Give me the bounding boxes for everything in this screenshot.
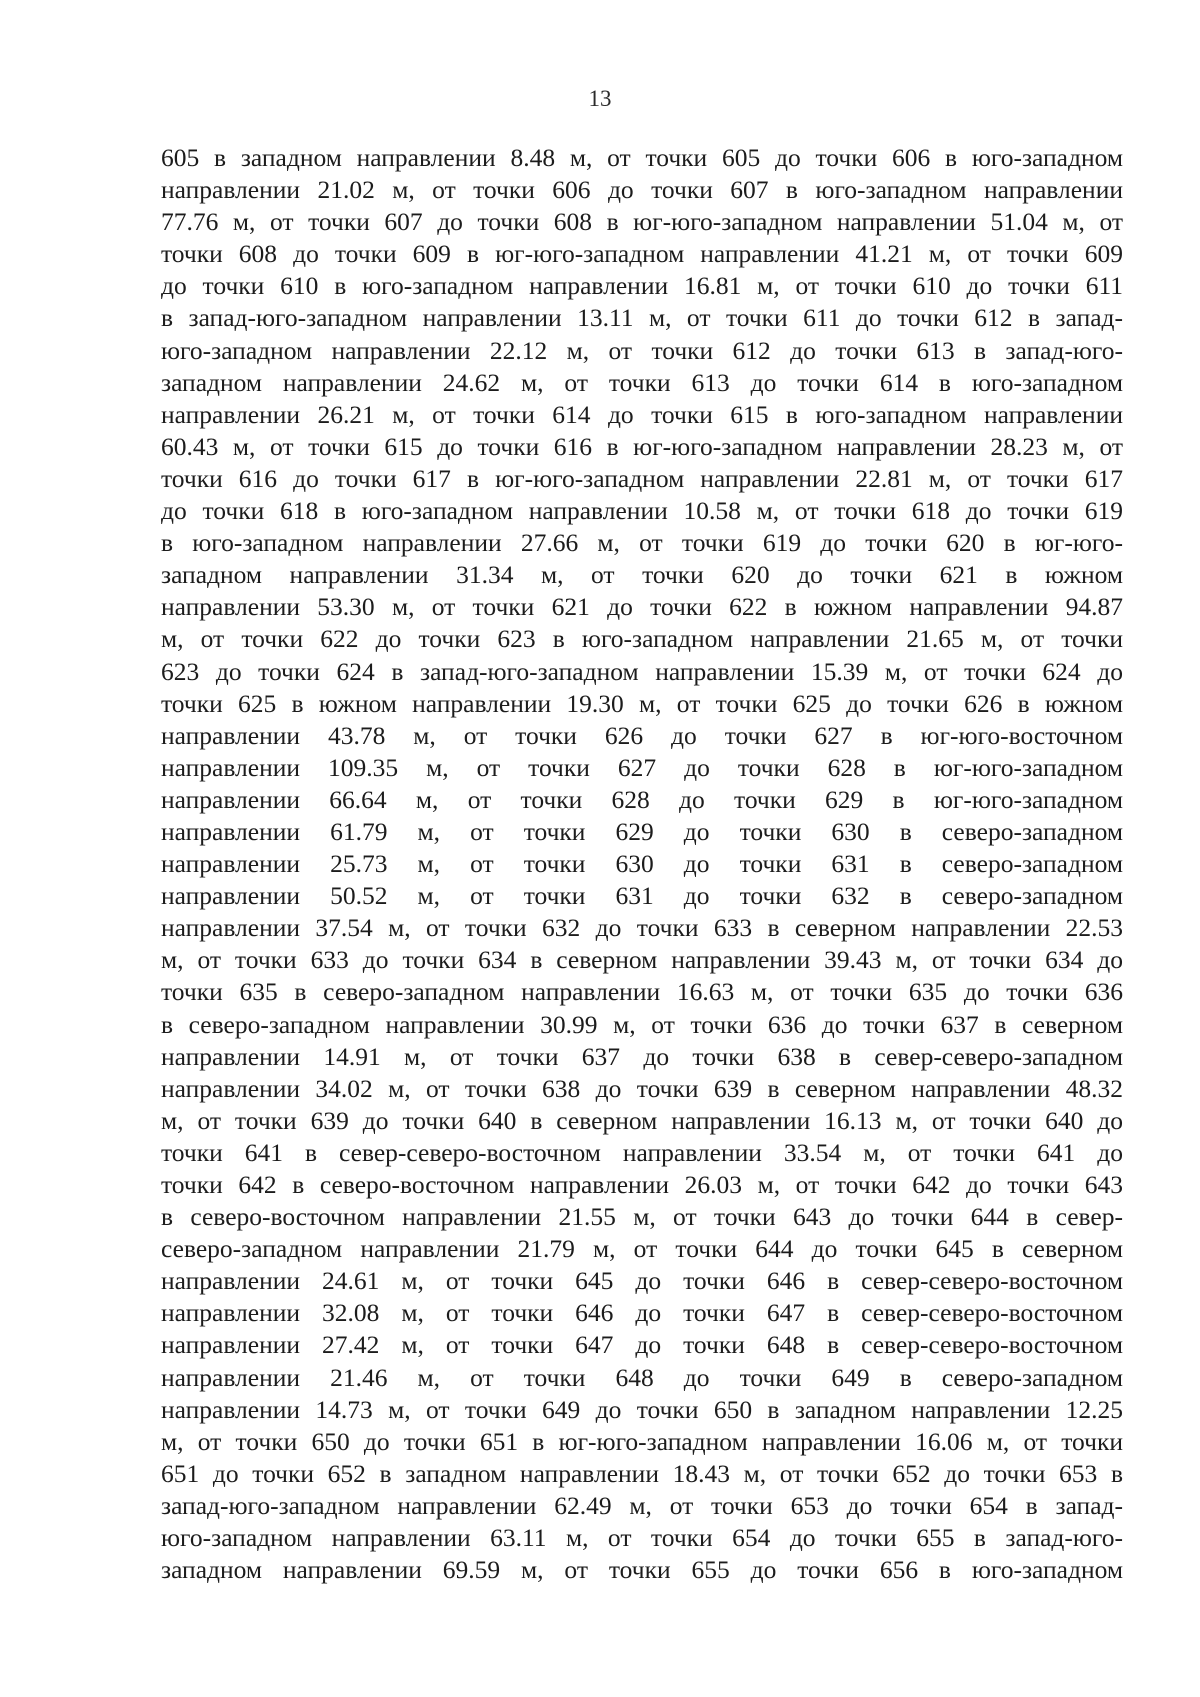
text-line: в запад-юго-западном направлении 13.11 м, от точки 611 до точки 612 в запад- bbox=[161, 303, 1123, 333]
text-line: направлении 26.21 м, от точки 614 до точки 615 в юго-западном направлении bbox=[161, 399, 1123, 429]
text-line: запад-юго-западном направлении 62.49 м, от точки 653 до точки 654 в запад- bbox=[161, 1490, 1123, 1520]
text-line: направлении 50.52 м, от точки 631 до точки 632 в северо-западном bbox=[161, 881, 1123, 911]
text-line: направлении 14.91 м, от точки 637 до точки 638 в север-северо-западном bbox=[161, 1041, 1123, 1071]
text-line: в юго-западном направлении 27.66 м, от точки 619 до точки 620 в юг-юго- bbox=[161, 528, 1123, 558]
text-line: направлении 21.46 м, от точки 648 до точки 649 в северо-западном bbox=[161, 1362, 1123, 1392]
text-line: 60.43 м, от точки 615 до точки 616 в юг-юго-западном направлении 28.23 м, от bbox=[161, 431, 1123, 461]
text-line: юго-западном направлении 63.11 м, от точки 654 до точки 655 в запад-юго- bbox=[161, 1523, 1123, 1553]
text-line: направлении 21.02 м, от точки 606 до точки 607 в юго-западном направлении bbox=[161, 175, 1123, 205]
text-line: м, от точки 633 до точки 634 в северном направлении 39.43 м, от точки 634 до bbox=[161, 945, 1123, 975]
text-line: направлении 27.42 м, от точки 647 до точки 648 в север-северо-восточном bbox=[161, 1330, 1123, 1360]
text-line: в северо-восточном направлении 21.55 м, от точки 643 до точки 644 в север- bbox=[161, 1202, 1123, 1232]
text-line: до точки 618 в юго-западном направлении 10.58 м, от точки 618 до точки 619 bbox=[161, 496, 1123, 526]
body-text bbox=[161, 142, 1123, 1586]
text-line: точки 642 в северо-восточном направлении 26.03 м, от точки 642 до точки 643 bbox=[161, 1170, 1123, 1199]
text-line: 651 до точки 652 в западном направлении 18.43 м, от точки 652 до точки 653 в bbox=[161, 1458, 1123, 1488]
text-line: точки 608 до точки 609 в юг-юго-западном направлении 41.21 м, от точки 609 bbox=[161, 239, 1123, 269]
text-line: 77.76 м, от точки 607 до точки 608 в юг-юго-западном направлении 51.04 м, от bbox=[161, 207, 1123, 237]
text-line: в северо-западном направлении 30.99 м, от точки 636 до точки 637 в северном bbox=[161, 1009, 1123, 1039]
text-line: до точки 610 в юго-западном направлении 16.81 м, от точки 610 до точки 611 bbox=[161, 271, 1123, 301]
text-line: точки 616 до точки 617 в юг-юго-западном направлении 22.81 м, от точки 617 bbox=[161, 463, 1123, 493]
text-line: направлении 109.35 м, от точки 627 до точки 628 в юг-юго-западном bbox=[161, 752, 1123, 782]
text-line: северо-западном направлении 21.79 м, от точки 644 до точки 645 в северном bbox=[161, 1234, 1123, 1264]
text-line: направлении 53.30 м, от точки 621 до точки 622 в южном направлении 94.87 bbox=[161, 592, 1123, 622]
text-line: точки 625 в южном направлении 19.30 м, от точки 625 до точки 626 в южном bbox=[161, 688, 1123, 718]
text-line: направлении 14.73 м, от точки 649 до точки 650 в западном направлении 12.25 bbox=[161, 1394, 1123, 1424]
text-line: точки 635 в северо-западном направлении 16.63 м, от точки 635 до точки 636 bbox=[161, 977, 1123, 1007]
text-line: западном направлении 24.62 м, от точки 613 до точки 614 в юго-западном bbox=[161, 367, 1123, 397]
text-line: направлении 24.61 м, от точки 645 до точки 646 в север-северо-восточном bbox=[161, 1266, 1123, 1296]
text-line: направлении 66.64 м, от точки 628 до точки 629 в юг-юго-западном bbox=[161, 784, 1123, 814]
text-line: западном направлении 31.34 м, от точки 620 до точки 621 в южном bbox=[161, 560, 1123, 590]
text-line: направлении 34.02 м, от точки 638 до точки 639 в северном направлении 48.32 bbox=[161, 1073, 1123, 1103]
text-line: юго-западном направлении 22.12 м, от точки 612 до точки 613 в запад-юго- bbox=[161, 335, 1123, 365]
text-line: направлении 61.79 м, от точки 629 до точки 630 в северо-западном bbox=[161, 816, 1123, 846]
page-number: 13 bbox=[588, 86, 612, 111]
text-line: направлении 43.78 м, от точки 626 до точки 627 в юг-юго-восточном bbox=[161, 720, 1123, 750]
text-line: 623 до точки 624 в запад-юго-западном направлении 15.39 м, от точки 624 до bbox=[161, 656, 1123, 686]
text-line: 605 в западном направлении 8.48 м, от точки 605 до точки 606 в юго-западном bbox=[161, 143, 1123, 172]
text-line: м, от точки 639 до точки 640 в северном направлении 16.13 м, от точки 640 до bbox=[161, 1105, 1123, 1135]
text-line: западном направлении 69.59 м, от точки 655 до точки 656 в юго-западном bbox=[161, 1555, 1123, 1585]
text-line: м, от точки 622 до точки 623 в юго-западном направлении 21.65 м, от точки bbox=[161, 624, 1123, 654]
text-line: м, от точки 650 до точки 651 в юг-юго-западном направлении 16.06 м, от точки bbox=[161, 1426, 1123, 1456]
text-line: направлении 37.54 м, от точки 632 до точки 633 в северном направлении 22.53 bbox=[161, 913, 1123, 943]
text-line: направлении 32.08 м, от точки 646 до точки 647 в север-северо-восточном bbox=[161, 1298, 1123, 1328]
text-line: точки 641 в север-северо-восточном направлении 33.54 м, от точки 641 до bbox=[161, 1137, 1123, 1167]
text-line: направлении 25.73 м, от точки 630 до точки 631 в северо-западном bbox=[161, 849, 1123, 879]
